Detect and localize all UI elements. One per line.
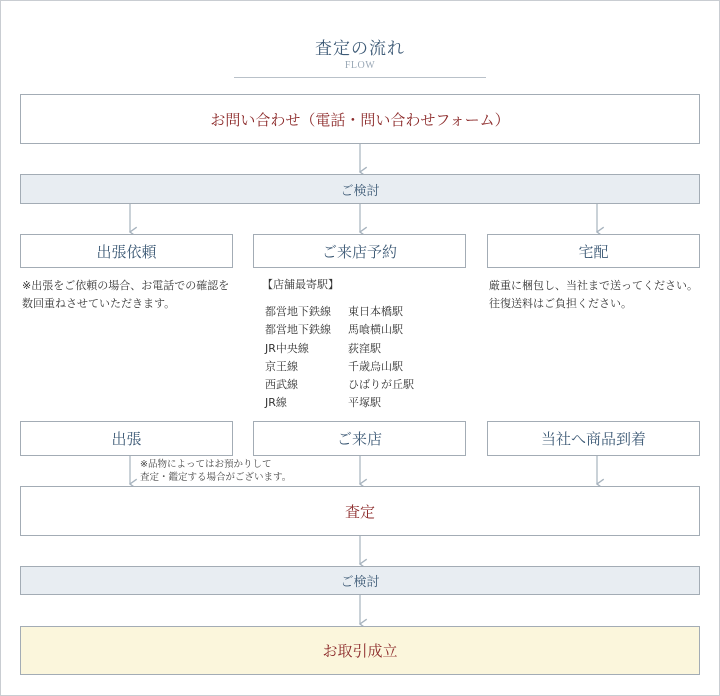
appraisal-note <box>140 458 330 484</box>
delivery-box: 宅配 <box>487 234 700 268</box>
store-stations-heading: 【店舗最寄駅】 <box>262 278 339 291</box>
appraisal-box: 査定 <box>20 486 700 536</box>
store-station: 東日本橋駅 <box>348 305 403 318</box>
visit-box: 出張 <box>20 421 233 456</box>
store-station: 平塚駅 <box>348 396 381 410</box>
store-line: JR中央線 <box>265 341 309 355</box>
store-reservation-box: ご来店予約 <box>253 234 466 268</box>
store-station: 千歳烏山駅 <box>348 359 403 373</box>
appraisal-note-line: 査定・鑑定する場合がございます。 <box>140 472 292 483</box>
store-stations-column <box>348 303 414 413</box>
store-station: 馬喰横山駅 <box>348 323 403 337</box>
store-visit-box: ご来店 <box>253 421 466 456</box>
deal-complete-box: お取引成立 <box>20 626 700 675</box>
page-title: 査定の流れ <box>315 39 405 59</box>
visit-request-note: ※出張をご依頼の場合、お電話での確認を数回重ねさせていただきます。 <box>22 279 230 310</box>
store-line: 都営地下鉄線 <box>265 323 331 337</box>
store-line: 都営地下鉄線 <box>265 305 331 318</box>
store-station: ひばりが丘駅 <box>348 378 414 392</box>
store-station: 荻窪駅 <box>348 341 381 355</box>
consider-bar-2: ご検討 <box>20 566 700 595</box>
store-line: 西武線 <box>265 378 298 392</box>
delivery-note: 厳重に梱包し、当社まで送ってください。往復送料はご負担ください。 <box>489 279 698 310</box>
item-arrival-box: 当社へ商品到着 <box>487 421 700 456</box>
consider-bar-1: ご検討 <box>20 174 700 204</box>
visit-request-box: 出張依頼 <box>20 234 233 268</box>
store-line: JR線 <box>265 396 287 410</box>
appraisal-note-line: ※品物によってはお預かりして <box>140 459 272 470</box>
store-lines-column <box>265 303 331 413</box>
store-line: 京王線 <box>265 359 298 373</box>
inquiry-box: お問い合わせ（電話・問い合わせフォーム） <box>20 94 700 144</box>
page-subtitle: FLOW <box>344 60 376 71</box>
